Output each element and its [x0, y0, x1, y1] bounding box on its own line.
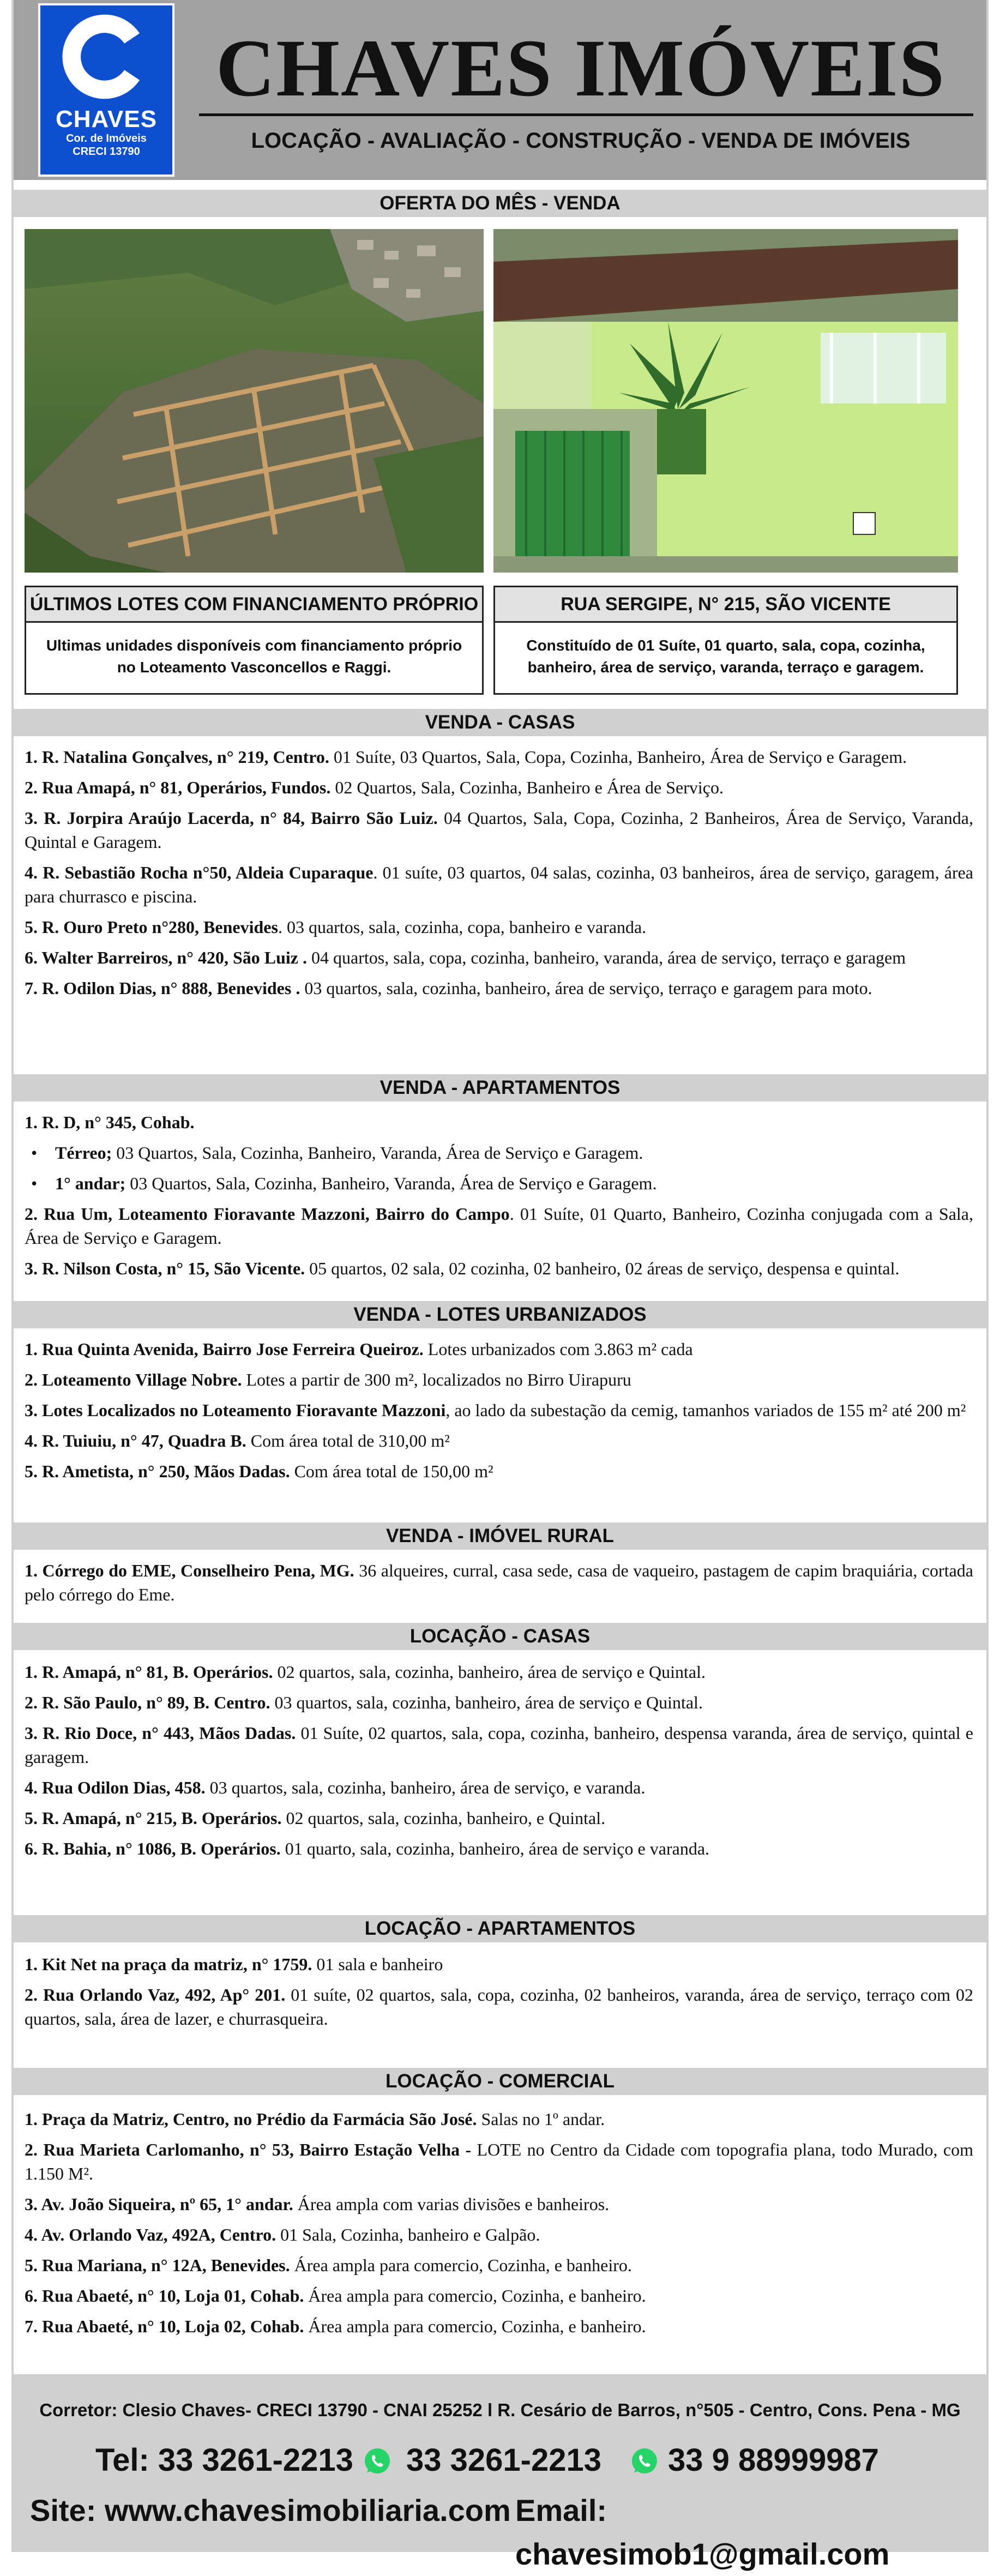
logo-creci: CRECI 13790: [73, 146, 140, 158]
phone-2[interactable]: 33 3261-2213: [406, 2442, 601, 2478]
list-item: [25, 1368, 973, 1392]
list-item: [25, 2138, 973, 2186]
item-description: . 03 quartos, sala, cozinha, copa, banheiro e varanda.: [278, 917, 647, 937]
item-description: 04 quartos, sala, copa, cozinha, banheiro, varanda, área de serviço, terraço e garagem: [307, 948, 906, 967]
item-description: 03 quartos, sala, cozinha, banheiro, área de serviço, e varanda.: [205, 1778, 646, 1797]
website-link[interactable]: Site: www.chavesimobiliaria.com: [30, 2493, 511, 2527]
item-description: 01 quarto, sala, cozinha, banheiro, área de serviço e varanda.: [280, 1839, 710, 1858]
list-item: [25, 1775, 973, 1799]
list-item: [25, 1806, 973, 1830]
section-bar-3: VENDA - LOTES URBANIZADOS: [14, 1301, 986, 1328]
list-item: [25, 2314, 973, 2338]
section-list-7: [25, 2107, 973, 2345]
section-bar-4: VENDA - IMÓVEL RURAL: [14, 1522, 986, 1550]
photo-house-sergipe: [493, 229, 958, 573]
list-bullet-item: [25, 1171, 973, 1195]
list-item: [25, 1202, 973, 1250]
item-address: Térreo;: [55, 1143, 112, 1163]
list-item: [25, 1459, 973, 1483]
brand-title: CHAVES IMÓVEIS: [215, 23, 946, 113]
list-item: [25, 1398, 973, 1422]
header: [14, 0, 986, 180]
whatsapp-icon: [630, 2446, 659, 2476]
list-item: [25, 745, 973, 769]
aerial-lots-image: [25, 229, 484, 573]
logo-c-icon: [61, 11, 152, 103]
section-list-2: [25, 1110, 973, 1287]
list-item: [25, 1256, 973, 1280]
item-description: 03 Quartos, Sala, Cozinha, Banheiro, Varanda, Área de Serviço e Garagem.: [112, 1143, 643, 1163]
item-description: LOTE no Centro da Cidade com topografia plana, todo Murado, com 1.150 M².: [25, 2140, 974, 2183]
logo: [38, 3, 174, 177]
section-list-1: [25, 745, 973, 1007]
item-description: 03 quartos, sala, cozinha, banheiro, área de serviço e Quintal.: [270, 1693, 703, 1712]
item-address: 2. Rua Um, Loteamento Fioravante Mazzoni, Bairro do Campo: [25, 1204, 510, 1224]
section-list-5: [25, 1660, 973, 1867]
whatsapp-icon: [363, 2446, 392, 2476]
item-address: 1. R. Amapá, n° 81, B. Operários.: [25, 1662, 273, 1682]
item-address: 5. R. Amapá, n° 215, B. Operários.: [25, 1808, 282, 1828]
list-item: [25, 1110, 973, 1134]
item-address: 7. Rua Abaeté, n° 10, Loja 02, Cohab.: [25, 2316, 304, 2336]
list-item: [25, 946, 973, 970]
section-list-4: [25, 1558, 973, 1613]
item-description: Área ampla para comercio, Cozinha, e banheiro.: [304, 2286, 646, 2306]
item-description: 36 alqueires, curral, casa sede, casa de vaqueiro, pastagem de capim braquiária, cortada pelo córrego do Eme.: [25, 1561, 974, 1604]
photo-aerial-lots: [25, 229, 484, 573]
list-item: [25, 775, 973, 799]
item-description: Lotes a partir de 300 m², localizados no Birro Uirapuru: [242, 1370, 631, 1389]
offer-right-box: [493, 586, 958, 695]
list-item: [25, 1952, 973, 1976]
item-address: 6. Walter Barreiros, n° 420, São Luiz .: [25, 948, 307, 967]
item-address: 4. Rua Odilon Dias, 458.: [25, 1778, 206, 1797]
phone-1[interactable]: Tel: 33 3261-2213: [95, 2442, 353, 2478]
tagline: LOCAÇÃO - AVALIAÇÃO - CONSTRUÇÃO - VENDA DE IMÓVEIS: [251, 129, 911, 153]
house-image: [493, 229, 958, 573]
section-bar-6: LOCAÇÃO - APARTAMENTOS: [14, 1915, 986, 1942]
item-address: 2. R. São Paulo, n° 89, B. Centro.: [25, 1693, 270, 1712]
item-address: 1. Praça da Matriz, Centro, no Prédio da Farmácia São José.: [25, 2109, 477, 2129]
item-address: 2. Loteamento Village Nobre.: [25, 1370, 242, 1389]
item-address: 2. Rua Amapá, n° 81, Operários, Fundos.: [25, 778, 331, 797]
section-list-6: [25, 1952, 973, 2037]
list-item: [25, 915, 973, 939]
item-address: 7. R. Odilon Dias, n° 888, Benevides .: [25, 978, 300, 998]
item-address: 5. Rua Mariana, n° 12A, Benevides.: [25, 2255, 290, 2275]
list-item: [25, 806, 973, 854]
item-description: 02 quartos, sala, cozinha, banheiro, área de serviço e Quintal.: [273, 1662, 706, 1682]
list-item: [25, 1983, 973, 2031]
item-description: 03 quartos, sala, cozinha, banheiro, área de serviço, terraço e garagem para moto.: [300, 978, 872, 998]
phone-row: [14, 2439, 986, 2482]
flyer-page: [11, 0, 989, 2571]
item-description: 01 suíte, 02 quartos, sala, copa, cozinha, 02 banheiros, varanda, área de serviço, terraço com 02 quartos, sala, área de lazer, e churrasqueira.: [25, 1985, 974, 2029]
section-bar-5: LOCAÇÃO - CASAS: [14, 1623, 986, 1650]
section-bar-2: VENDA - APARTAMENTOS: [14, 1074, 986, 1102]
section-list-3: [25, 1337, 973, 1490]
item-address: 3. Lotes Localizados no Loteamento Fioravante Mazzoni: [25, 1400, 446, 1420]
item-description: . 01 suíte, 03 quartos, 04 salas, cozinha, 03 banheiros, área de serviço, garagem, área para churrasco e piscina.: [25, 863, 974, 906]
item-address: 3. R. Nilson Costa, n° 15, São Vicente.: [25, 1259, 305, 1278]
item-address: 1° andar;: [55, 1173, 126, 1193]
item-description: Com área total de 310,00 m²: [246, 1431, 450, 1450]
brand-rule: [199, 113, 973, 116]
item-description: Lotes urbanizados com 3.863 m² cada: [423, 1339, 693, 1359]
list-item: [25, 2223, 973, 2247]
item-address: 1. R. Natalina Gonçalves, n° 219, Centro.: [25, 747, 329, 767]
logo-subtitle: Cor. de Imóveis: [66, 133, 147, 145]
list-item: [25, 2192, 973, 2216]
item-address: 5. R. Ouro Preto n°280, Benevides: [25, 917, 278, 937]
list-item: [25, 1660, 973, 1684]
list-item: [25, 1837, 973, 1861]
email-link[interactable]: Email: chavesimob1@gmail.com: [515, 2493, 890, 2571]
list-item: [25, 1429, 973, 1453]
section-bar-1: VENDA - CASAS: [14, 709, 986, 736]
item-address: 2. Rua Orlando Vaz, 492, Ap° 201.: [25, 1985, 286, 2005]
list-bullet-item: [25, 1141, 973, 1165]
item-address: 1. Kit Net na praça da matriz, n° 1759.: [25, 1954, 312, 1974]
offer-left-box: [25, 586, 484, 695]
section-bar-offer: OFERTA DO MÊS - VENDA: [14, 190, 986, 217]
item-description: 05 quartos, 02 sala, 02 cozinha, 02 banheiro, 02 áreas de serviço, despensa e quintal.: [305, 1259, 900, 1278]
item-description: 04 Quartos, Sala, Copa, Cozinha, 2 Banheiros, Área de Serviço, Varanda, Quintal e Garagem.: [25, 808, 974, 852]
list-item: [25, 1690, 973, 1714]
item-address: 6. Rua Abaeté, n° 10, Loja 01, Cohab.: [25, 2286, 304, 2306]
list-item: [25, 1337, 973, 1361]
broker-info: Corretor: Clesio Chaves- CRECI 13790 - CNAI 25252 l R. Cesário de Barros, n°505 - Centro, Cons. Pena - MG: [39, 2400, 961, 2420]
item-description: Área ampla para comercio, Cozinha, e banheiro.: [290, 2255, 632, 2275]
item-address: 5. R. Ametista, n° 250, Mãos Dadas.: [25, 1461, 290, 1481]
list-item: [25, 860, 973, 908]
item-description: . 01 Suíte, 01 Quarto, Banheiro, Cozinha conjugada com a Sala, Área de Serviço e Garagem.: [25, 1204, 974, 1248]
item-description: , ao lado da subestação da cemig, tamanhos variados de 155 m² até 200 m²: [445, 1400, 966, 1420]
item-description: 03 Quartos, Sala, Cozinha, Banheiro, Varanda, Área de Serviço e Garagem.: [125, 1173, 657, 1193]
item-address: 2. Rua Marieta Carlomanho, n° 53, Bairro Estação Velha -: [25, 2140, 472, 2159]
phone-3[interactable]: 33 9 88999987: [668, 2442, 879, 2478]
item-description: 01 Suíte, 02 quartos, sala, copa, cozinha, banheiro, despensa varanda, área de serviço, quintal e garagem.: [25, 1723, 973, 1767]
footer: [14, 2374, 986, 2571]
item-description: Com área total de 150,00 m²: [290, 1461, 493, 1481]
item-address: 3. R. Jorpira Araújo Lacerda, n° 84, Bairro São Luiz.: [25, 808, 438, 828]
offer-right-title: RUA SERGIPE, N° 215, SÃO VICENTE: [495, 587, 956, 623]
item-description: 02 quartos, sala, cozinha, banheiro, e Quintal.: [281, 1808, 606, 1828]
offer-left-title: ÚLTIMOS LOTES COM FINANCIAMENTO PRÓPRIO: [26, 587, 482, 623]
item-description: 01 Sala, Cozinha, banheiro e Galpão.: [276, 2225, 540, 2244]
item-description: 02 Quartos, Sala, Cozinha, Banheiro e Área de Serviço.: [330, 778, 724, 797]
item-description: Salas no 1º andar.: [477, 2109, 605, 2129]
item-description: Área ampla para comercio, Cozinha, e banheiro.: [304, 2316, 646, 2336]
item-description: Área ampla com varias divisões e banheiros.: [293, 2194, 610, 2214]
item-address: 4. R. Sebastião Rocha n°50, Aldeia Cuparaque: [25, 863, 374, 882]
list-item: [25, 1721, 973, 1769]
item-address: 1. R. D, n° 345, Cohab.: [25, 1112, 195, 1132]
item-description: 01 Suíte, 03 Quartos, Sala, Copa, Cozinha, Banheiro, Área de Serviço e Garagem.: [329, 747, 907, 767]
item-address: 3. R. Rio Doce, n° 443, Mãos Dadas.: [25, 1723, 296, 1743]
offer-right-text: Constituído de 01 Suíte, 01 quarto, sala, copa, cozinha, banheiro, área de serviço, varanda, terraço e garagem.: [526, 637, 925, 676]
item-address: 1. Córrego do EME, Conselheiro Pena, MG.: [25, 1561, 354, 1580]
list-item: [25, 1558, 973, 1606]
item-address: 1. Rua Quinta Avenida, Bairro Jose Ferreira Queiroz.: [25, 1339, 424, 1359]
logo-name: CHAVES: [55, 106, 158, 133]
item-address: 6. R. Bahia, n° 1086, B. Operários.: [25, 1839, 281, 1858]
list-item: [25, 2107, 973, 2131]
list-item: [25, 976, 973, 1000]
list-item: [25, 2253, 973, 2277]
section-bar-7: LOCAÇÃO - COMERCIAL: [14, 2068, 986, 2095]
item-address: 4. Av. Orlando Vaz, 492A, Centro.: [25, 2225, 276, 2244]
item-address: 4. R. Tuiuiu, n° 47, Quadra B.: [25, 1431, 246, 1450]
offer-left-text: Ultimas unidades disponíveis com financiamento próprio no Loteamento Vasconcellos e Raggi.: [46, 637, 462, 676]
list-item: [25, 2284, 973, 2308]
item-description: 01 sala e banheiro: [312, 1954, 443, 1974]
item-address: 3. Av. João Siqueira, nº 65, 1° andar.: [25, 2194, 293, 2214]
